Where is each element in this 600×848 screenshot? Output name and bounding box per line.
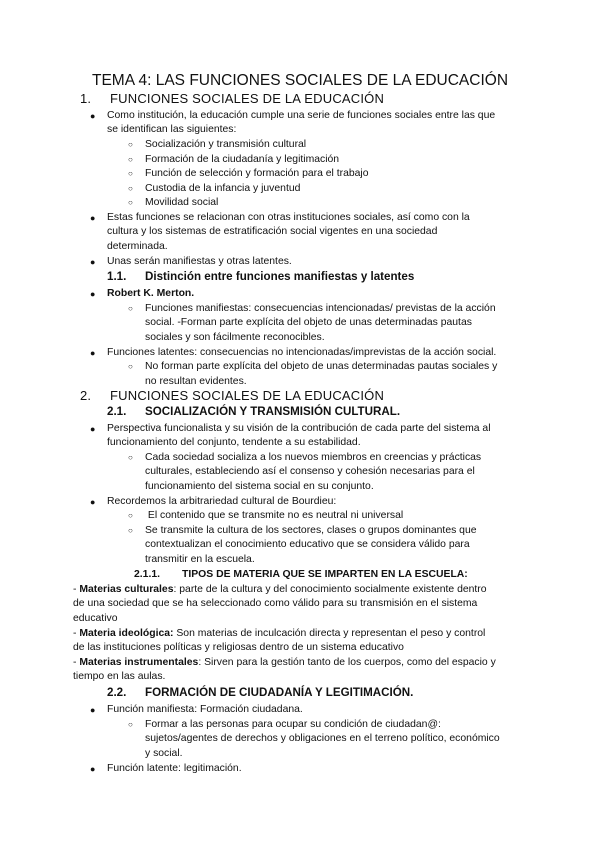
dash: - <box>73 584 80 595</box>
text-line: Unas serán manifiestas y otras latentes. <box>107 256 292 267</box>
circle-bullet-icon: ○ <box>128 169 133 178</box>
text-line: Cada sociedad socializa a los nuevos miembros en creencias y prácticas <box>145 452 482 463</box>
text-line: Perspectiva funcionalista y su visión de la contribución de cada parte del sistema al <box>107 423 491 434</box>
circle-bullet-icon: ○ <box>128 362 133 371</box>
text-line: Como institución, la educación cumple una serie de funciones sociales entre las que <box>107 110 496 121</box>
text-line: No forman parte explícita del objeto de unas determinadas pautas sociales y <box>145 361 498 372</box>
subsection-2-1-heading <box>107 405 400 419</box>
list-item: Función de selección y formación para el trabajo <box>145 168 369 179</box>
bullet-icon: ● <box>90 497 96 507</box>
page-title: TEMA 4: LAS FUNCIONES SOCIALES DE LA EDUCACIÓN <box>91 72 509 89</box>
text-line: Formar a las personas para ocupar su condición de ciudadan@: <box>145 719 441 730</box>
text-line: Funciones latentes: consecuencias no intencionadas/imprevistas de la acción social. <box>107 347 497 358</box>
text-line: de las instituciones políticas y religiosas dentro de un sistema educativo <box>73 642 404 653</box>
bullet-icon: ● <box>90 424 96 434</box>
term-label: Materias instrumentales <box>79 657 199 668</box>
bullet-icon: ● <box>90 705 96 715</box>
subsection-number: 2.1. <box>107 405 127 418</box>
text-line: transmitir en la escuela. <box>145 554 255 565</box>
bullet-icon: ● <box>90 257 96 267</box>
materia-ideologica-line <box>73 627 485 641</box>
dash: - <box>73 628 80 639</box>
section-number: 2. <box>80 388 92 403</box>
bullet-icon: ● <box>90 348 96 358</box>
text-line: determinada. <box>107 241 168 252</box>
materias-culturales-line <box>73 583 487 597</box>
text-line: El contenido que se transmite no es neutral ni universal <box>145 510 404 521</box>
author-name: Robert K. Merton. <box>107 288 195 299</box>
text-line: funcionamiento del conjunto, tendente a su estabilidad. <box>107 437 361 448</box>
text-line: Se transmite la cultura de los sectores, clases o grupos dominantes que <box>145 525 477 536</box>
list-item: Socialización y transmisión cultural <box>145 139 307 150</box>
circle-bullet-icon: ○ <box>128 511 133 520</box>
text-line: Estas funciones se relacionan con otras instituciones sociales, así como con la <box>107 212 470 223</box>
circle-bullet-icon: ○ <box>128 453 133 462</box>
bullet-icon: ● <box>90 213 96 223</box>
text-line: Funciones manifiestas: consecuencias intencionadas/ previstas de la acción <box>145 303 496 314</box>
subsubsection-title: TIPOS DE MATERIA QUE SE IMPARTEN EN LA ESCUELA: <box>182 569 468 580</box>
text-line: Función latente: legitimación. <box>107 763 242 774</box>
section-number: 1. <box>80 91 92 106</box>
text-line: social. -Forman parte explícita del objeto de unas determinadas pautas <box>145 317 472 328</box>
circle-bullet-icon: ○ <box>128 304 133 313</box>
term-definition: : parte de la cultura y del conocimiento socialmente existente dentro <box>173 584 487 595</box>
subsection-number: 2.2. <box>107 686 127 699</box>
bullet-icon: ● <box>90 111 96 121</box>
list-item: Custodia de la infancia y juventud <box>145 183 301 194</box>
text-line: y social. <box>145 748 183 759</box>
circle-bullet-icon: ○ <box>128 184 133 193</box>
text-line: sujetos/agentes de derechos y obligaciones en el terreno político, económico <box>145 733 500 744</box>
subsection-number: 1.1. <box>107 270 127 283</box>
text-line: contextualizan el conocimiento educativo que se considera válido para <box>145 539 470 550</box>
section-title: FUNCIONES SOCIALES DE LA EDUCACIÓN <box>110 388 385 403</box>
list-item: Formación de la ciudadanía y legitimación <box>145 154 340 165</box>
dash: - <box>73 657 80 668</box>
circle-bullet-icon: ○ <box>128 198 133 207</box>
text-line: funcionamiento del sistema social en su conjunto. <box>145 481 374 492</box>
text-line: no resultan evidentes. <box>145 376 247 387</box>
subsubsection-2-1-1-heading <box>134 568 468 582</box>
text-line: sociales y son fácilmente reconocibles. <box>145 332 325 343</box>
bullet-icon: ● <box>90 764 96 774</box>
term-definition: : Sirven para la gestión tanto de los cuerpos, como del espacio y <box>198 657 496 668</box>
bullet-icon: ● <box>90 289 96 299</box>
subsection-title: FORMACIÓN DE CIUDADANÍA Y LEGITIMACIÓN. <box>145 686 414 699</box>
materias-instrumentales-line <box>73 656 496 670</box>
subsubsection-number: 2.1.1. <box>134 569 160 580</box>
text-line: tiempo en las aulas. <box>73 671 166 682</box>
term-label: Materia ideológica: <box>79 628 174 639</box>
circle-bullet-icon: ○ <box>128 720 133 729</box>
list-item: Movilidad social <box>145 197 219 208</box>
subsection-title: Distinción entre funciones manifiestas y latentes <box>145 270 415 283</box>
section-title: FUNCIONES SOCIALES DE LA EDUCACIÓN <box>110 91 385 106</box>
section-2-heading <box>80 388 384 404</box>
text-line: educativo <box>73 613 118 624</box>
circle-bullet-icon: ○ <box>128 140 133 149</box>
text-line: de una sociedad que se ha seleccionado como válido para su transmisión en el sistema <box>73 598 478 609</box>
term-definition: Son materias de inculcación directa y representan el peso y control <box>173 628 486 639</box>
circle-bullet-icon: ○ <box>128 155 133 164</box>
circle-bullet-icon: ○ <box>128 526 133 535</box>
section-1-heading <box>80 91 384 107</box>
subsection-title: SOCIALIZACIÓN Y TRANSMISIÓN CULTURAL. <box>145 405 401 418</box>
term-label: Materias culturales <box>79 584 174 595</box>
text-line: Recordemos la arbitrariedad cultural de Bourdieu: <box>107 496 337 507</box>
text-line: Función manifiesta: Formación ciudadana. <box>107 704 303 715</box>
subsection-1-1-heading <box>107 270 414 284</box>
text-line: se identifican las siguientes: <box>107 124 237 135</box>
text-line: cultura y los sistemas de estratificación social vigentes en una sociedad <box>107 226 438 237</box>
subsection-2-2-heading <box>107 686 413 700</box>
text-line: culturales, estableciendo así el consenso y cohesión necesarias para el <box>145 466 475 477</box>
